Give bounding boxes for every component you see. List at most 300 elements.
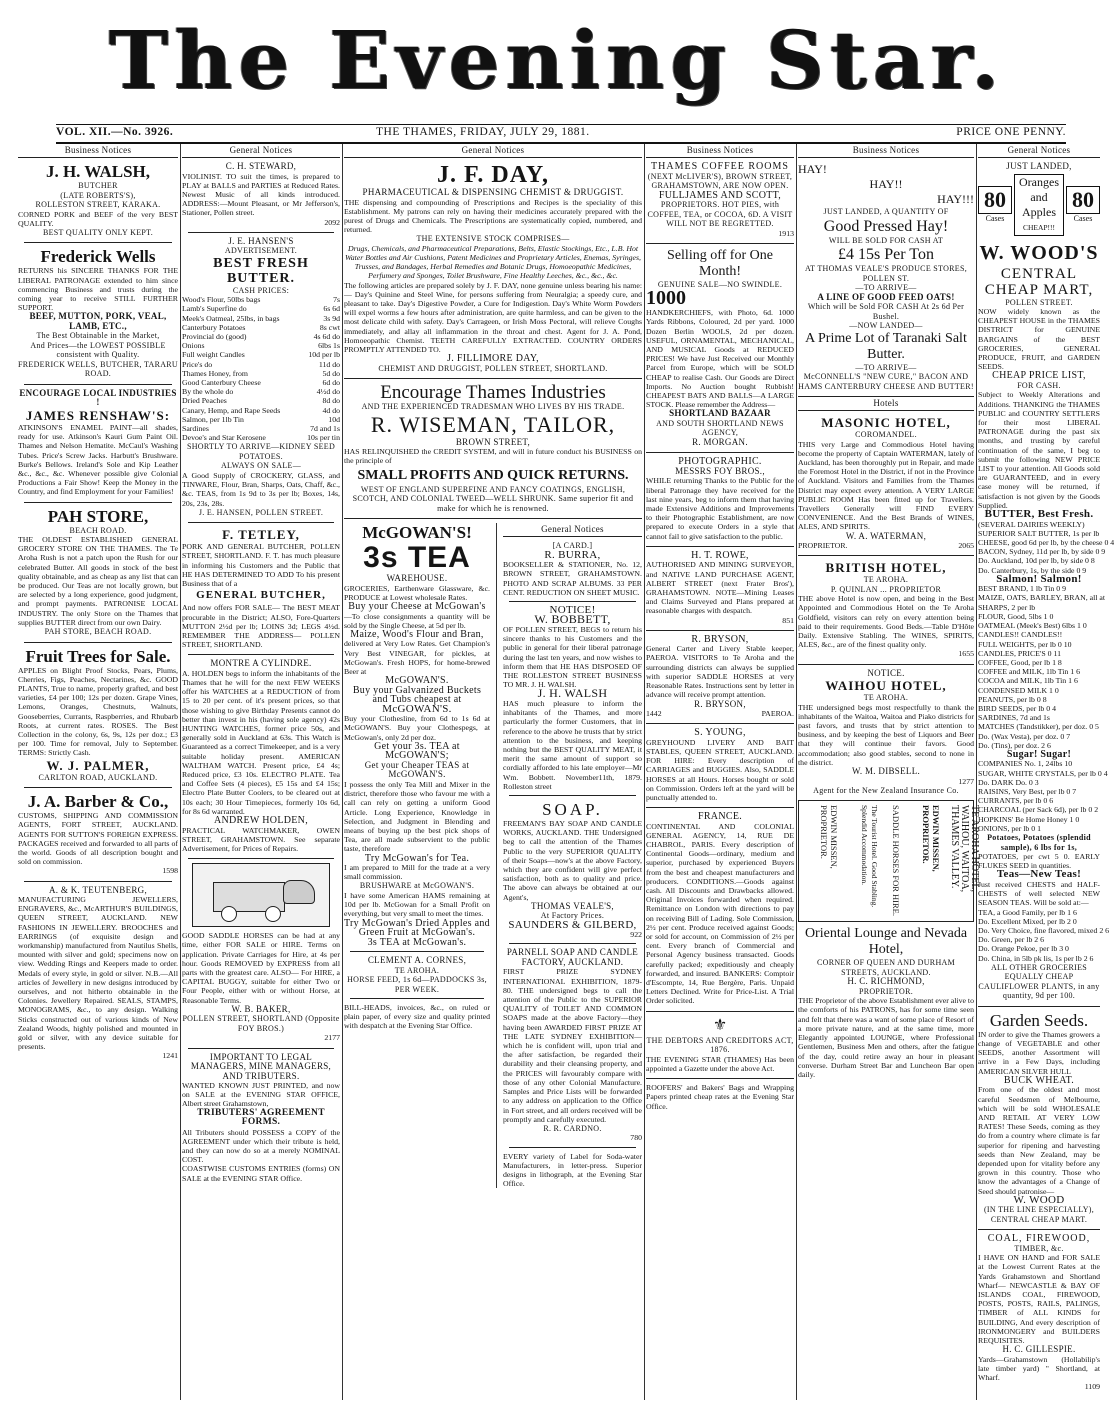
- advert-body: FIRST PRIZE SYDNEY INTERNATIONAL EXHIBITION, 1879-80. THE undersigned begs to call the attention of the Public to the SUPERIOR QUALITY of TOILET AND COMMON SOAPS made at the above Factory—they having been AWARDED FIRST PRIZE AT THE LATE SYDNEY EXHIBITION—which he is confident will, upon trial and the after satisfaction, be regarded their durability and their cleansing property, and the PRICES will favourably compare with those of any other Colonial Manufacture. Samples and Price Lists will be forwarded to any address on application to the Office in Fort street, and all orders received will be promptly and carefully executed.: [503, 967, 642, 1124]
- price-section-heading: Salmon! Salmon!: [996, 572, 1082, 585]
- advert-subtitle: TIMBER, &c.: [1014, 1243, 1064, 1253]
- price-row: [182, 433, 340, 442]
- advert-title: PAH STORE,: [47, 506, 149, 526]
- price-row: Do. Canterbury, 1s, by the side 0 9: [978, 565, 1087, 575]
- advert-line: BEEF, MUTTON, PORK, VEAL, LAMB, ETC.,: [29, 311, 167, 331]
- price-row: [182, 314, 340, 323]
- price-row: [182, 406, 340, 415]
- advert-subtitle: PROPRIETOR.: [798, 541, 848, 551]
- advert-line: Buy your Cheese at McGowan's: [348, 601, 486, 613]
- column-rule: [976, 144, 977, 1400]
- price-row: CURRANTS, per lb 0 6: [978, 796, 1054, 806]
- advert-title: F. TETLEY,: [222, 527, 300, 543]
- column-rule: [342, 144, 343, 1400]
- advert-title: MONTRE A CYLINDRE.: [210, 658, 312, 669]
- advert-signature: W. WOOD: [1013, 1193, 1065, 1206]
- price-row: BACON, Sydney, 11d per lb, by side 0 9: [978, 547, 1106, 557]
- advert-body: THE Proprietor of the above Establishment ever alive to the comforts of his PATRONS, has for some time seen and felt that there was a want of some place of Resort of a more private nature, and at the same time, more Elegantly appointed LOUNGE, where Professional Gentlemen, Business Men and others, after the fatigue of the day, could retire away an hour in pleasant converse. Durham Street Bar and Luncheon Bar open daily.: [798, 996, 974, 1079]
- debtors-advert: [646, 1016, 794, 1073]
- advert-signature: J. FILLIMORE DAY,: [447, 353, 539, 365]
- advert-line: BEST QUALITY ONLY KEPT.: [42, 227, 154, 237]
- advert-body: IN order to give the Thames growers a change of VEGETABLE and other SEEDS, another Assortment will arrive in a Few Days, including AMERICAN SILVER HULL: [978, 1029, 1100, 1076]
- advert-headline: 1000: [646, 287, 686, 310]
- price-row: BIRD SEEDS, per lb 0 4: [978, 703, 1056, 713]
- price-row: SARDINES, 7d and 1s: [978, 713, 1050, 723]
- advert-footer: [646, 709, 794, 718]
- advert-number: 1241: [162, 1051, 178, 1061]
- price-row: CHEESE, good 6d per lb, by the cheese 0 4: [978, 537, 1114, 547]
- advert-title: W. BOBBETT,: [534, 612, 611, 627]
- advert-line: FOR CASH.: [1017, 380, 1061, 390]
- advert-title: R. BRYSON,: [691, 633, 749, 645]
- advert-number: 851: [782, 615, 794, 625]
- price-row: [182, 396, 340, 405]
- price-item: Canterbury Potatoes: [182, 322, 246, 332]
- price-row: [182, 415, 340, 424]
- price-value: 6s 6d: [323, 304, 340, 314]
- advert-line: —TO ARRIVE—: [855, 283, 917, 292]
- divider: [646, 807, 794, 808]
- quantity-number: 80: [978, 186, 1012, 214]
- advert-line: ROLLESTON STREET, KARAKA.: [35, 200, 161, 209]
- advert-title: Garden Seeds.: [989, 1010, 1089, 1030]
- price-list: [978, 519, 1114, 575]
- quantity-unit: Cases: [985, 213, 1005, 223]
- advert-body: A. HOLDEN begs to inform the inhabitants of the Thames that he will for the next FEW WEEKS offer his WATCHES at a REDUCTION of from 15 to 20 per cent. of it's present prices, so that those wishing to give Birthday Presents cannot do better than invest in his (having sole agency) 42s HUNTING WATCHES, former price 50s, and generally sold in Auckland at 63s. This Watch is Guaranteed as a correct Timekeeper, and is a very suitable holiday present. AMERICAN WALTHAM WATCH. Present price, £4 4s; Reduced price, £3 10s. ELECTRO PLATE. Tea and Coffee Sets (4 pieces), £5 15s and £4 15s; Electro Plate Butter Coolers, to be cleared out at 10s each; 30 Hour Timepieces, formerly 10s 6d, for 8s 6d warranted.: [182, 668, 340, 816]
- royal-arms-icon: ⚜: [712, 1016, 728, 1034]
- advert-body: WEST OF ENGLAND SUPERFINE AND FANCY COATINGS, ENGLISH, SCOTCH, AND COLONIAL TWEED—WELL SHRUNK. Same superior fit and make for which he is renowned.: [352, 484, 634, 513]
- price-value: 4d do: [322, 405, 340, 415]
- advert-body: THE undersigned begs most respectfully to thank the inhabitants of the Waitoa, Waitoa and Piako districts for past favors, and trusts that by strict attention to business, and by keeping the best of Liquors and Beer that they will continue their favors. Good accommodation; also good stables, second to none in the district.: [798, 702, 974, 767]
- split-row: [344, 523, 642, 1188]
- quantity-box-left: [978, 186, 1012, 223]
- advert-headline: 3s TEA: [363, 541, 471, 575]
- advert-line: FREDERICK WELLS, BUTCHER, TARARU ROAD.: [18, 359, 179, 379]
- british-hotel-advert: [798, 560, 974, 658]
- advert-body: Just received CHESTS and HALF-CHESTS of well selected NEW SEASON TEAS. Will be sold at:—: [978, 879, 1100, 908]
- advert-body: I possess the only Tea Mill and Mixer in the district, therefore those who favour me with a call can rely on getting a uniform Good Article. Long Experience, Knowledge in Selection, and Judgment in Blending and means of buying up the best pick shops of Tea, are all made subservient to the public taste, therefore: [344, 779, 490, 854]
- advert-title: Selling off for One Month!: [667, 247, 773, 279]
- price-item: Onions: [182, 341, 205, 351]
- price-section-heading: Sugar! Sugar!: [1006, 748, 1072, 760]
- advert-line: Get your Cheaper TEAS at McGOWAN'S.: [364, 759, 470, 780]
- column-heading: General Notices: [978, 144, 1100, 158]
- price-value: 5d do: [322, 368, 340, 378]
- advert-subtitle: BEACH ROAD.: [69, 525, 127, 535]
- advert-body: APPLES on Blight Proof Stocks, Pears, Plums, Cherries, Figs, Peaches, Nectarines, &c. GOOD PLANTS, True to name, properly grafted, and best varieties, £4 per 100; 12s per dozen. Grape Vines, Lemons, Oranges, Chestnuts, Walnuts, Gooseberries, Currants, Raspberries, and Rhubarb Roots, at current rates. ROSES. The Best Collection in the colony, 6s, 9s, 12s per doz.; £3 per 100. Time for removal, July to September. TERMS: Strictly Cash.: [18, 665, 178, 758]
- divider: [188, 1048, 334, 1049]
- steward-advert: [182, 162, 340, 227]
- advert-title: Frederick Wells: [40, 247, 156, 267]
- advert-line: POLLEN STREET, SHORTLAND (Opposite FOY BROS.): [182, 1014, 340, 1033]
- advert-title: PARNELL SOAP AND CANDLE FACTORY, AUCKLAND.: [506, 947, 639, 967]
- price-row: Do. Auckland, 10d per lb, by side 0 8: [978, 556, 1095, 566]
- price-row: SHARPS, 2 per lb: [978, 602, 1036, 612]
- advert-line: THE EXTENSIVE STOCK COMPRISES—: [416, 234, 570, 244]
- renshaw-advert: [18, 389, 178, 497]
- advert-body: GOOD SADDLE HORSES can be had at any time, either FOR SALE or HIRE. Terms on application. Private Carriages for Hire, at 4s per hour. Goods REMOVED by EXPRESS from all parts with the greatest care. ALSO— For HIRE, a CAPITAL BUGGY, suitable for either Two or Four People, either with or without Horse, at Reasonable Terms.: [182, 931, 340, 1005]
- advert-line: THOMAS VEALE'S,: [531, 900, 614, 911]
- advert-body: EVERY variety of Label for Soda-water Manufacturers, in letter-press. Superior designs in lithograph, at the Evening Star Office.: [503, 1151, 642, 1189]
- advert-body: PROPRIETORS. HOT PIES, with COFFEE, TEA, or COCOA, 6D. A VISIT WILL NOT BE REGRETTED.: [647, 200, 793, 228]
- advert-line: At Factory Prices.: [540, 911, 605, 921]
- advert-title: W. WOOD'S: [979, 241, 1099, 264]
- advert-subtitle: CENTRAL CHEAP MART,: [984, 265, 1094, 298]
- vertical-line: TE AROHA HOTEL, WAIHOU, WAITOA, THAMES VALLEY.: [949, 805, 980, 893]
- price-row: Do. DARK Do. 0 3: [978, 777, 1039, 787]
- price-list: [978, 584, 1105, 750]
- advert-line: ALWAYS ON SALE—: [220, 461, 302, 471]
- column-heading: Business Notices: [646, 144, 794, 158]
- advert-body: HAS much pleasure to inform the inhabitants of the Thames, and more particularly the former Customers, that in reference to the above he trusts that by strict attention to the business, and keeping nothing but the BEST QUALITY MEAT, it merit the same amount of support so cordially afforded to his late employer—Mr Wm. Bobbett. November11th, 1879. Rolleston street: [503, 698, 642, 791]
- volume-number: VOL. XII.—No. 3926.: [56, 126, 174, 138]
- advert-title: Fruit Trees for Sale.: [25, 646, 171, 666]
- advert-body: McCONNELL'S "NEW CURE," BACON AND HAMS CANTERBURY CHEESE AND BUTTER!: [798, 372, 974, 391]
- advert-title: MASONIC HOTEL,: [821, 415, 951, 430]
- advert-body: THE dispensing and compounding of Prescriptions and Recipes is the speciality of this Establishment. My patrons can rely on having their medicines accurately prepared with the purest of Drugs and Chemicals. The Prescriptions are systematically copied, numbered, and returned.: [344, 197, 642, 235]
- bryson-advert: [646, 635, 794, 718]
- oranges-box: [978, 174, 1100, 236]
- price-value: 4s 6d do: [313, 332, 340, 342]
- divider: [509, 795, 636, 796]
- advert-signature: H. C. GILLESPIE.: [1002, 1344, 1076, 1355]
- advert-signature: W. A. WATERMAN,: [845, 530, 927, 541]
- advert-signature: H. C. RICHMOND,: [847, 976, 925, 987]
- price-row: [182, 341, 340, 350]
- price-value: 10s per tin: [307, 433, 340, 443]
- divider: [978, 1229, 1100, 1230]
- young-advert: [646, 728, 794, 802]
- advert-body: And now offers FOR SALE— The BEST MEAT procurable in the District; ALSO, Fore-Quarters MUTTON 2½d per lb; LOINS 3d; LEGS 4½d. REMEMBER THE ADDRESS— POLLEN STREET, SHORTLAND.: [182, 603, 340, 650]
- price-row: [182, 424, 340, 433]
- advert-subtitle: WAREHOUSE.: [386, 573, 448, 584]
- divider: [978, 1006, 1100, 1007]
- advert-subtitle: ADVERTISEMENT.: [224, 246, 298, 256]
- advert-title: H. T. ROWE,: [691, 549, 749, 561]
- advert-signature: R. MORGAN.: [692, 436, 748, 447]
- advert-line: GENUINE SALE—NO SWINDLE.: [657, 279, 783, 289]
- advert-line: And Prices—the LOWEST POSSIBLE consistent with Quality.: [30, 340, 166, 360]
- divider: [188, 522, 334, 523]
- price-row: MATCHES (Tandstikker), per doz. 0 5: [978, 722, 1099, 732]
- advert-subtitle: PHARMACEUTICAL & DISPENSING CHEMIST & DRUGGIST.: [362, 187, 624, 197]
- advert-number: 2092: [324, 217, 340, 227]
- advert-body: BOOKSELLER & STATIONER, No. 12, BROWN STREET, GRAHAMSTOWN. PHOTO AND SCRAP ALBUMS. 33 PER CENT. REDUCTION ON SHEET MUSIC.: [503, 560, 642, 597]
- price-list: [978, 759, 1108, 833]
- france-advert: [646, 812, 794, 1006]
- advert-body: The following articles are prepared solely by J. F. DAY, none genuine unless bearing his name:— Day's Quinine and Steel Wine, for persons suffering from Neuralgia; a speedy cure, and pleasant to take. Day's Digestive Powder, a Cure for Indigestion. Day's White Worm Powders will expel worms a few hours after administration, are quite harmless, and can be given to the most delicate child with safety. Day's Carrageen, or Irish Moss Pectoral, will relieve Coughs immediately, and allay all inflammation in the throat and chest. Agent for J. A. Pond, Homoeopathic Chemist. TEETH CAREFULLY EXTRACTED. COUNTRY ORDERS PROMPTLY ATTENDED TO.: [344, 280, 642, 355]
- advert-signature: R. R. CARDNO.: [543, 1123, 602, 1133]
- advert-body: I have some American HAMS remaining at 10d per lb. McGowan for a Small Profit on everything, but very small to meet the times.: [344, 890, 490, 919]
- divider: [646, 243, 794, 244]
- masonic-advert: [798, 415, 974, 550]
- price-row: Do. (Tins), per doz. 2 6: [978, 740, 1051, 750]
- price-item: Price's do: [182, 359, 213, 369]
- advert-title: R. WISEMAN, TAILOR,: [370, 411, 616, 437]
- photographic-advert: [646, 457, 794, 540]
- advert-body: delivered at Very Low Rates. Get Champion's Very Best VINEGAR, for pickles, at McGowan's. Fresh HOPS, for home-brewed Beer at: [344, 639, 490, 677]
- advert-number: 922: [630, 930, 642, 940]
- rowe-advert: [646, 551, 794, 625]
- column-6: [978, 144, 1114, 1402]
- advert-line: HAY!: [798, 162, 827, 176]
- advert-subtitle: TE AROHA.: [863, 575, 909, 585]
- advert-body: FREEMAN'S BAY SOAP AND CANDLE WORKS, AUCKLAND. THE Undersigned beg to call the attention of the Thames Public to the very SUPERIOR QUALITY of their Soaps—now's at the above Factory, which they are confident will give perfect satisfaction, both as to quality and price. The above can always be obtained at our Agent's,: [503, 818, 642, 902]
- te-aroha-hotel-advert: [798, 800, 980, 922]
- advert-title: WAIHOU HOTEL,: [825, 678, 947, 694]
- advert-body: I am prepared to Mill for the trade at a very small commission.: [344, 863, 490, 882]
- advert-title: S. YOUNG,: [694, 727, 746, 739]
- advert-line: BUTCHER: [78, 181, 118, 190]
- newspaper-title: The Evening Star.: [108, 13, 1006, 107]
- price-list: [182, 295, 340, 442]
- advert-line: —TO ARRIVE—: [855, 362, 917, 372]
- advert-title: MESSRS FOY BROS.,: [675, 465, 765, 476]
- divider: [24, 642, 172, 643]
- price-row: CHARCOAL (per Sack 6d), per lb 0 2: [978, 805, 1099, 815]
- price-row: Do. Green, per lb 2 6: [978, 935, 1045, 945]
- hansen-advert: [182, 237, 340, 518]
- advert-body: NOW widely known as the CHEAPEST HOUSE in the THAMES DISTRICT for GENUINE BARGAINS of the BEST GROCERIES, GENERAL PRODUCE, FRUIT, and GARDEN SEEDS.: [978, 307, 1100, 372]
- advert-subtitle: TE AROHA.: [394, 965, 440, 975]
- advert-line: Maize, Wood's Flour and Bran,: [350, 628, 484, 640]
- price-row: TEA, a Good Family, per lb 1 6: [978, 907, 1077, 917]
- carriage-illustration: [192, 863, 330, 927]
- divider: [24, 787, 172, 788]
- price-value: 8s cwt: [319, 322, 340, 332]
- advert-line: Buy your Galvanized Buckets and Tubs cheapest at: [352, 684, 482, 706]
- advert-line: JUST LANDED,: [1006, 161, 1072, 171]
- advert-number: 2177: [324, 1033, 340, 1043]
- advert-number: 1277: [958, 776, 974, 786]
- price-value: 3s 9d: [323, 313, 340, 323]
- price-item: Devoe's and Star Kerosene: [182, 433, 266, 443]
- divider: [344, 378, 642, 379]
- divider: [646, 1078, 794, 1079]
- vertical-line: The Tourist Hotel. Good Stabling. Splendid Accommodation.: [860, 805, 879, 908]
- advert-title: THAMES COFFEE ROOMS: [651, 161, 789, 172]
- advert-title: FRANCE.: [697, 811, 743, 823]
- divider: [509, 601, 636, 602]
- advert-signature: W. M. DIBSELL.: [851, 766, 921, 777]
- advert-body: —To close consignments a quantity will be sold by the Single Cheese, at 5d per lb.: [344, 611, 490, 630]
- price-row: Do. Orange Pekoe, per lb 3 0: [978, 944, 1069, 954]
- price-list-heading: CASH PRICES:: [232, 285, 290, 295]
- advert-body: GROCERIES, Earthenware Glassware, &c. PRODUCE at Lowest wholesale Rates.: [344, 583, 490, 602]
- price-row: OATMEAL (Meek's Best) 6lbs 1 0: [978, 621, 1087, 631]
- price-row: [182, 332, 340, 341]
- price-item: Salmon, per 1lb Tin: [182, 414, 244, 424]
- price-row: CONDENSED MILK 1 0: [978, 685, 1059, 695]
- price-item: Full weight Candles: [182, 350, 245, 360]
- advert-heading: NOTICE.: [867, 667, 905, 678]
- advert-line: HORSE FEED, 1s 6d—PADDOCKS 3s, PER WEEK.: [347, 975, 487, 994]
- advert-title: J. H. WALSH: [537, 686, 608, 701]
- quantity-unit: Cases: [1073, 213, 1093, 223]
- advert-number: 2065: [958, 541, 974, 551]
- advert-body: THE above Hotel is now open, and being in the Best Appointed and Commodious Hotel on the Te Aroha Goldfield, visitors can rely on every attention being paid to their requirements. Good Beds.—Table D'Hôte Daily. Extensive Stabling. The WINES, SPIRITS, ALES, &c., are of the finest quality only.: [798, 594, 974, 650]
- price-value: 11d do: [318, 359, 340, 369]
- price-list: [978, 907, 1110, 963]
- advert-number: 1913: [778, 228, 794, 238]
- advert-line: The Best Obtainable in the Market,: [36, 331, 160, 341]
- advert-title: THE DEBTORS AND CREDITORS ACT, 1876.: [646, 1035, 794, 1055]
- price-row: [182, 369, 340, 378]
- advert-headline: SMALL PROFITS AND QUICK RETURNS.: [357, 467, 629, 483]
- advert-line: [A CARD.]: [552, 541, 593, 551]
- column-3: [344, 144, 642, 1402]
- quantity-box-right: [1066, 186, 1100, 223]
- advert-title: A. & K. TEUTENBERG,: [48, 884, 148, 895]
- price-section-heading: Teas—New Teas!: [996, 868, 1082, 881]
- price-row: (SEVERAL DAIRIES WEEKLY): [978, 519, 1085, 529]
- advert-subtitle: AND THE EXPERIENCED TRADESMAN WHO LIVES BY HIS TRADE.: [361, 402, 625, 412]
- dateline: [56, 124, 1066, 144]
- advert-body: THE OLDEST ESTABLISHED GENERAL GROCERY STORE ON THE THAMES. The Te Aroha Rush is not a patch upon the Rush for our celebrated Butter. All goods in stock of the best quality obtainable, and as cheap as any list that can be produced. Our Teas are not locally grown, but are selected by a long experience, good judgment, and prompt payments. PATRONISE LOCAL INDUSTRY. The only Store on the Thames that supplies BUTTER direct from our own Dairy.: [18, 535, 178, 627]
- price-item: By the whole do: [182, 387, 234, 397]
- advert-line: CORNED PORK and BEEF of the very BEST QUALITY.: [18, 209, 178, 228]
- price: PRICE ONE PENNY.: [956, 126, 1066, 138]
- price-row: Do. Excellent Mixed, per lb 2 0: [978, 916, 1077, 926]
- divider: [646, 546, 794, 547]
- advert-line: ALL OTHER GROCERIES EQUALLY CHEAP: [990, 962, 1088, 982]
- tributers-advert: [182, 1053, 340, 1183]
- advert-line: McGOWAN'S.: [385, 675, 449, 687]
- advert-body: THIS very Large and Commodious Hotel having become the property of Captain WATERMAN, lately of Auckland, has been thoroughly put in Repair, and made the Foremost Hotel in the District, if not in the Province of Auckland. Visitors and Families from the Thames District may expect every attention. A VERY LARGE PUBLIC ROOM Has been fitted up for Travellers. Travellers Generally will FIND EVERY CONVENIENCE. And the Best Brands of WINES, ALES, AND SPIRITS.: [798, 439, 974, 532]
- divider: [646, 723, 794, 724]
- advert-heading: NOTICE!: [549, 603, 596, 616]
- price-item: Meek's Oatmeal, 25lbs, in bags: [182, 313, 280, 323]
- advert-title: J. E. HANSEN'S: [228, 235, 294, 246]
- advert-subtitle: BROWN STREET,: [455, 436, 531, 447]
- advert-body: ATKINSON'S ENAMEL PAINT—all shades, ready for use. Atkinson's Kauri Gum Paint Oil. Thames and Nelson Hematite. McCaul's Washing Tubes. Price's Screw Jacks. Harbutt's Brushware. Burke's Bellows. Ireland's Sole and Kip Leather &c., &c., &c. Whenever possible give Colonial Productions a Fair Show! Keep the Money in the Country, and find Employment for your Families!: [18, 422, 178, 497]
- waihou-advert: [798, 669, 974, 796]
- fruit-trees-advert: [18, 647, 178, 783]
- price-row: FLOUR, Good, 5lbs 1 0: [978, 611, 1054, 621]
- advert-title: Good Pressed Hay!: [823, 217, 949, 235]
- price-item: Provincial do (good): [182, 332, 247, 342]
- price-value: 7d and 1s: [310, 424, 340, 434]
- column-heading: General Notices: [182, 144, 340, 158]
- advert-body: HAS RELINQUISHED the CREDIT SYSTEM, and will in future conduct his BUSINESS on the principle of: [344, 447, 642, 466]
- advert-line: Get your 3s. TEA at McGOWAN'S;: [374, 740, 460, 762]
- price-row: COFFEE and MILK, 1lb Tin 1 6: [978, 667, 1081, 677]
- advert-heading: ENCOURAGE LOCAL INDUSTRIES !: [19, 387, 177, 408]
- price-row: Do. China, in 5lb pk lis, 1s per lb 2 6: [978, 953, 1094, 963]
- walsh-advert: [18, 162, 178, 237]
- advert-signature: SAUNDERS & GILBERD,: [508, 918, 637, 931]
- vertical-line: SADDLE HORSES FOR HIRE.: [891, 805, 901, 917]
- divider: [798, 664, 974, 665]
- advert-body: General Carter and Livery Stable keeper, PAEROA. VISITORS to Te Aroha and the surrounding districts can always be supplied with superior SADDLE HORSES at very Reasonable Rates. Instructions sent by letter in advance will receive prompt attention.: [646, 644, 794, 700]
- price-row: Do. Very Choice, fine flavored, mixed 2 6: [978, 925, 1110, 935]
- price-value: 6d do: [322, 378, 340, 388]
- advert-body: OF POLLEN STREET, BEGS to return his sincere thanks to his Customers and the public in general for their liberal patronage during the last ten years, and now wishes to inform them that HE HAS DISPOSED OF THE ROLLESTON STREET BUSINESS TO MR. J. H. WALSH.: [503, 624, 642, 690]
- advert-line: BRUSHWARE at McGOWAN'S.: [359, 881, 475, 891]
- column-heading: General Notices: [503, 523, 642, 537]
- advert-title: J. A. Barber & Co.,: [27, 792, 169, 812]
- advert-title: J. F. DAY,: [436, 162, 550, 188]
- advert-line: WILL BE SOLD FOR CASH AT: [828, 235, 944, 245]
- advert-line: Try McGowan's Dried Apples and Green Fruit at McGowan's.: [344, 917, 490, 939]
- price-value: 6lbs 1s: [318, 341, 340, 351]
- quantity-number: 80: [1066, 186, 1100, 214]
- advert-body: POTATOES, per cwt 5 0. EARLY FLUKES SEED in quantities.: [978, 852, 1100, 871]
- column-heading: General Notices: [344, 144, 642, 158]
- price-row: HOPKINS' Be Home Honey 1 0: [978, 814, 1080, 824]
- advert-title: R. BURRA,: [544, 548, 601, 561]
- divider: [509, 943, 636, 944]
- advert-line: McGOWAN'S.: [382, 702, 452, 715]
- advert-footer: [798, 541, 974, 550]
- product-tag: CHEAP!!!: [1022, 222, 1056, 232]
- divider: [188, 858, 334, 859]
- advert-subtitle: TE AROHA.: [863, 693, 909, 703]
- advert-line: POLLEN STREET.: [1005, 297, 1073, 307]
- advert-headline: A Prime Lot of Taranaki Salt Butter.: [805, 330, 967, 362]
- day-chemist-advert: [344, 162, 642, 373]
- advert-line: Agent for the New Zealand Insurance Co.: [813, 785, 959, 795]
- advert-line: AT THOMAS VEALE'S PRODUCE STORES, POLLEN ST.: [804, 264, 968, 283]
- oranges-advert: [978, 161, 1114, 1001]
- price-row: [182, 387, 340, 396]
- advert-line: AND SOUTH SHORTLAND NEWS AGENCY,: [656, 418, 784, 438]
- price-row: BEST BRAND, 1 lb Tin 0 9: [978, 584, 1067, 594]
- advert-price: £4 15s Per Ton: [838, 246, 934, 263]
- coffee-rooms-advert: [646, 162, 794, 238]
- advert-subtitle: COROMANDEL.: [855, 430, 917, 439]
- price-item: Thames Honey, from: [182, 368, 248, 378]
- price-row: RAISINS, Very Best, per lb 0 7: [978, 787, 1077, 797]
- advert-number: 1442: [646, 709, 662, 718]
- advert-body: A Good Supply of CROCKERY, GLASS, and TINWARE, Flour, Bran, Sharps, Oats, Chaff, &c., &c. TEAS, from 1s 9d to 3s per lb; Boxes, 14s, 20s, 23s, 28s.: [182, 470, 340, 508]
- advert-signature: J. E. HANSEN, POLLEN STREET.: [198, 507, 324, 517]
- divider: [350, 998, 484, 999]
- divider: [188, 654, 334, 655]
- column-rule: [180, 144, 181, 1400]
- column-heading: Business Notices: [798, 144, 974, 158]
- price-item: Lamb's Superfine do: [182, 304, 247, 314]
- advert-body: BILL-HEADS, invoices, &c., on ruled or plain paper, of every size and quality printed with despatch at the Evening Star Office.: [344, 1003, 490, 1031]
- advert-body: ROOFERS' and Bakers' Bags and Wrapping Papers printed cheap rates at the Evening Star Office.: [646, 1083, 794, 1111]
- divider: [24, 242, 172, 243]
- divider: [646, 1011, 794, 1012]
- price-row: SUPERIOR SALT BUTTER, 1s per lb: [978, 528, 1100, 538]
- baker-advert: [182, 863, 340, 1042]
- price-row: FULL WEIGHTS, per lb 0 10: [978, 639, 1072, 649]
- advert-heading: CHEAP PRICE LIST,: [992, 370, 1086, 382]
- wheel-shape: [221, 906, 237, 922]
- advert-heading: PHOTOGRAPHIC.: [678, 456, 762, 468]
- burra-column: [503, 523, 642, 1188]
- price-value: 8d do: [322, 396, 340, 406]
- advert-line: JUST LANDED, A QUANTITY OF: [823, 207, 949, 216]
- price-row: [182, 323, 340, 332]
- column-rule: [796, 144, 797, 1400]
- price-row: SUGAR, WHITE CRYSTALS, per lb 0 4: [978, 768, 1108, 778]
- advert-body: Yards—Grahamstown (Hollabilip's late timber yard) " Shortland, at Wharf.: [978, 1354, 1100, 1383]
- advert-title: SOAP.: [542, 799, 603, 819]
- advert-title: BRITISH HOTEL,: [825, 560, 947, 576]
- advert-headline: GENERAL BUTCHER,: [196, 589, 326, 602]
- advert-headline: BUCK WHEAT.: [1003, 1074, 1075, 1086]
- column-heading: Business Notices: [18, 144, 178, 158]
- advert-title: JAMES RENSHAW'S:: [25, 407, 171, 423]
- teutenberg-advert: [18, 886, 178, 1061]
- advert-body: MANUFACTURING JEWELLERS, ENGRAVERS, &c., McARTHUR'S BUILDINGS, QUEEN STREET, AUCKLAND. NEW FASHIONS IN JEWELLERY. BROOCHES and EARRINGS (of exquisite design and workmanship) manufactured from Nautilus Shells, mounted with silver and gold; specimens now on view. Wedding Rings and Keepers made to order. Medals of every style, in gold or silver. N.B.—All articles of Jewellery in new designs introduced by ourselves, and not hitherto obtainable in the Colonies. Jewellery Repaired. SEALS, STAMPS, MONOGRAMS, &c., to any design. Walking Sticks constructed out of various kinds of New Zealand Woods, highly polished and mounted in gold or silver, with any device suitable for presents.: [18, 895, 178, 1052]
- advert-body: WHILE returning Thanks to the Public for the liberal Patronage they have received for the last nine years, beg to inform them that having made Extensive Additions and Improvements to their Photographic Establishment, are now prepared to execute Orders in a style that cannot fail to give satisfaction to the public.: [646, 476, 794, 541]
- advert-body: All Tributers should POSSESS a COPY of the AGREEMENT under which their tribute is held, and they can now do so at a merely NOMINAL COST.: [182, 1127, 340, 1165]
